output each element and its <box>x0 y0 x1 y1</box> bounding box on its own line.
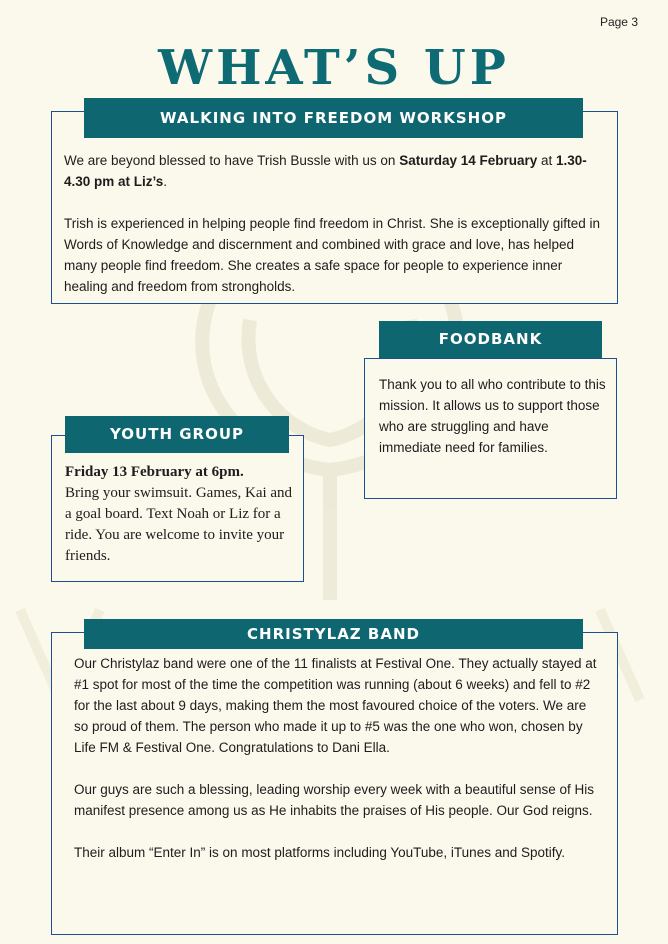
page-number: Page 3 <box>599 15 638 29</box>
band-banner: CHRISTYLAZ BAND <box>84 619 583 649</box>
foodbank-text: Thank you to all who contribute to this mission. It allows us to support those who are struggling and have immediate need for families. <box>379 377 606 455</box>
workshop-intro: We are beyond blessed to have Trish Bussle with us on Saturday 14 February at 1.30- 4.30 pm at Liz’s. <box>64 153 587 189</box>
youth-body <box>65 462 297 567</box>
workshop-body <box>64 150 604 297</box>
youth-date: Friday 13 February at 6pm. <box>65 464 244 480</box>
workshop-time-place: 1.30- 4.30 pm at Liz’s <box>64 153 587 189</box>
page-title: WHAT’S UP <box>158 40 510 96</box>
youth-banner: YOUTH GROUP <box>65 416 289 453</box>
band-paragraph-2: Our guys are such a blessing, leading worship every week with a beautiful sense of His manifest presence among us as He inhabits the praises of His people. Our God reigns. <box>74 782 595 818</box>
workshop-date: Saturday 14 February <box>399 153 538 168</box>
band-paragraph-1: Our Christylaz band were one of the 11 finalists at Festival One. They actually stayed at #1 spot for most of the time the competition was running (about 6 weeks) and fell to #2 for the last about 9 days, making them the most favoured choice of the voters. We are so proud of them. The person who made it up to #5 was the one who won, chosen by Life FM & Festival One. Congratulations to Dani Ella. <box>74 656 597 755</box>
foodbank-banner: FOODBANK <box>379 321 602 358</box>
workshop-banner: WALKING INTO FREEDOM WORKSHOP <box>84 98 583 138</box>
youth-text: Bring your swimsuit. Games, Kai and a goal board. Text Noah or Liz for a ride. You are welcome to invite your friends. <box>65 485 293 564</box>
band-body <box>74 653 602 863</box>
workshop-paragraph: Trish is experienced in helping people find freedom in Christ. She is exceptionally gifted in Words of Knowledge and discernment and combined with grace and love, has helped many people find freedom. She creates a safe space for people to experience inner healing and freedom from strongholds. <box>64 216 601 294</box>
band-paragraph-3: Their album “Enter In” is on most platforms including YouTube, iTunes and Spotify. <box>74 845 565 860</box>
